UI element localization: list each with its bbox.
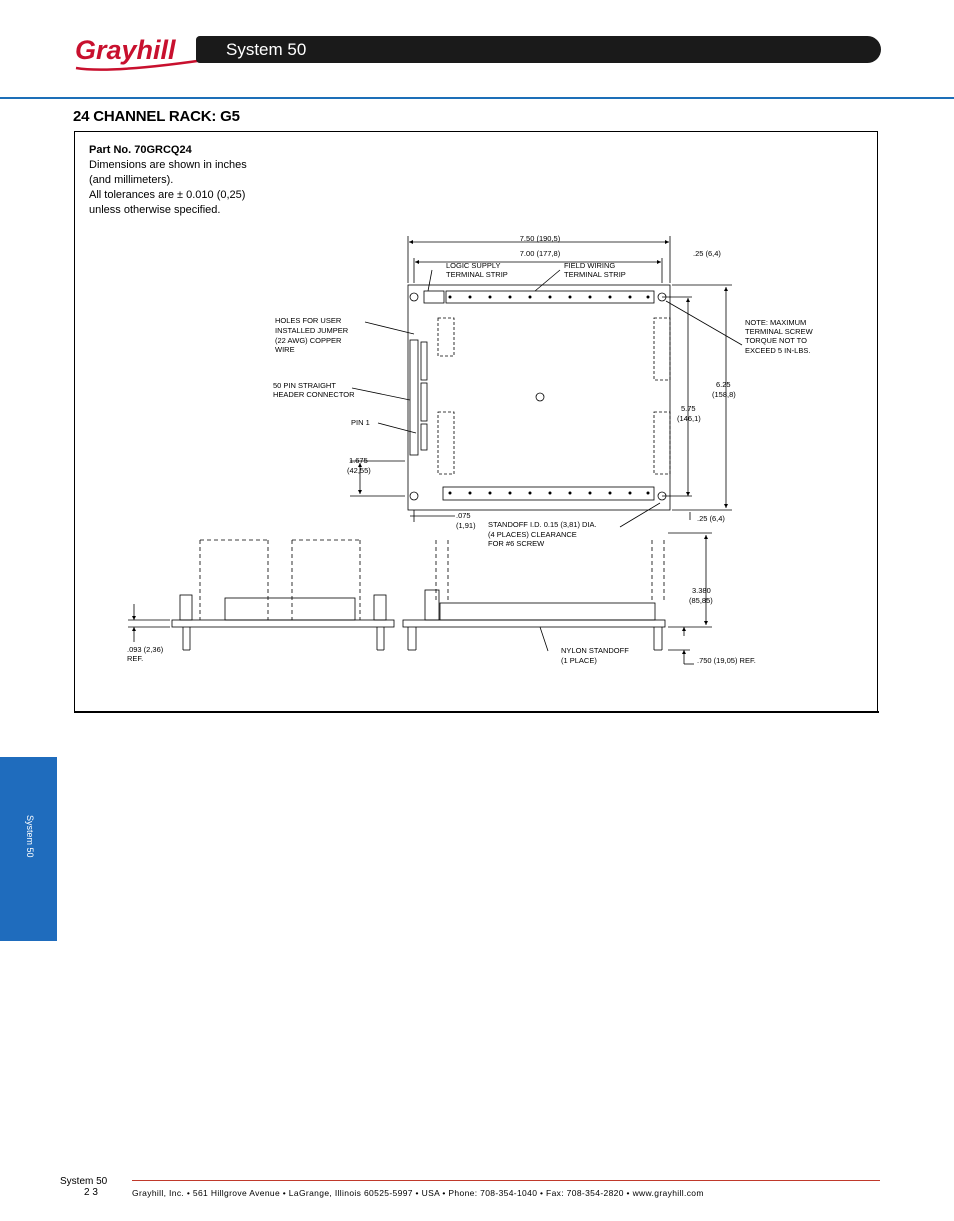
svg-text:.25 (6,4): .25 (6,4) [697, 514, 725, 523]
svg-text:PIN 1: PIN 1 [351, 418, 370, 427]
module-outline [438, 412, 454, 474]
center-hole [536, 393, 544, 401]
svg-text:TERMINAL STRIP: TERMINAL STRIP [564, 270, 626, 279]
svg-text:STANDOFF I.D. 0.15 (3,81) DIA.: STANDOFF I.D. 0.15 (3,81) DIA. [488, 520, 597, 529]
footer-system [60, 1176, 107, 1198]
svg-text:3.380: 3.380 [692, 586, 711, 595]
module-outline [654, 318, 670, 380]
svg-text:7.00 (177,8): 7.00 (177,8) [519, 249, 561, 258]
svg-text:NOTE: MAXIMUM: NOTE: MAXIMUM [745, 318, 807, 327]
svg-text:.093 (2,36): .093 (2,36) [127, 645, 164, 654]
footer-rule [132, 1180, 880, 1181]
board-side-left [172, 620, 394, 627]
svg-text:NYLON STANDOFF: NYLON STANDOFF [561, 646, 629, 655]
part-note-line: unless otherwise specified. [89, 204, 221, 216]
svg-text:(42,55): (42,55) [347, 466, 371, 475]
connector-side [225, 598, 355, 620]
svg-text:6.25: 6.25 [716, 380, 731, 389]
svg-text:1.675: 1.675 [349, 456, 368, 465]
svg-text:(1,91): (1,91) [456, 521, 476, 530]
module-outline [654, 412, 670, 474]
connector-segment [421, 342, 427, 380]
svg-text:5.75: 5.75 [681, 404, 696, 413]
svg-text:(22 AWG) COPPER: (22 AWG) COPPER [275, 336, 342, 345]
svg-text:50 PIN STRAIGHT: 50 PIN STRAIGHT [273, 381, 336, 390]
svg-text:INSTALLED JUMPER: INSTALLED JUMPER [275, 326, 349, 335]
header-connector [410, 340, 418, 455]
brand-wordmark: Grayhill [75, 35, 176, 65]
part-note-line: Dimensions are shown in inches [89, 159, 247, 171]
svg-text:(85,85): (85,85) [689, 596, 713, 605]
connector-segment [421, 383, 427, 421]
connector-segment [421, 424, 427, 450]
footer-page-number: 2 3 [84, 1187, 98, 1198]
mount-hole [410, 492, 418, 500]
part-note-line: (and millimeters). [89, 174, 174, 186]
terminal-strip-side [440, 603, 655, 620]
svg-text:REF.: REF. [127, 654, 144, 663]
board-outline [408, 285, 670, 510]
svg-text:(146,1): (146,1) [677, 414, 701, 423]
section-title: 24 CHANNEL RACK: G5 [73, 108, 240, 125]
svg-text:TORQUE NOT TO: TORQUE NOT TO [745, 336, 807, 345]
svg-text:WIRE: WIRE [275, 345, 295, 354]
field-terminal-strip-bottom [443, 487, 654, 500]
svg-text:FOR #6 SCREW: FOR #6 SCREW [488, 539, 545, 548]
svg-text:7.50 (190,5): 7.50 (190,5) [519, 234, 561, 243]
svg-text:HEADER CONNECTOR: HEADER CONNECTOR [273, 390, 355, 399]
part-note-line: All tolerances are ± 0.010 (0,25) [89, 189, 246, 201]
logic-terminal-strip [424, 291, 444, 303]
header-title: System 50 [226, 40, 307, 59]
svg-text:HOLES FOR USER: HOLES FOR USER [275, 316, 342, 325]
board-side-right [403, 620, 665, 627]
svg-text:(4 PLACES) CLEARANCE: (4 PLACES) CLEARANCE [488, 530, 577, 539]
svg-text:LOGIC SUPPLY: LOGIC SUPPLY [446, 261, 501, 270]
footer-system-label: System 50 [60, 1176, 108, 1187]
mount-hole [410, 293, 418, 301]
svg-text:FIELD WIRING: FIELD WIRING [564, 261, 616, 270]
svg-text:(1 PLACE): (1 PLACE) [561, 656, 597, 665]
svg-text:.25 (6,4): .25 (6,4) [693, 249, 721, 258]
module-outline [438, 318, 454, 356]
part-number: Part No. 70GRCQ24 [89, 144, 192, 156]
svg-text:(158,8): (158,8) [712, 390, 736, 399]
footer-address: Grayhill, Inc. • 561 Hillgrove Avenue • LaGrange, Illinois 60525-5997 • USA • Phone: 708-354-1040 • Fax: 708-354-2820 • www.grayhill.com [132, 1188, 704, 1198]
svg-text:.075: .075 [456, 511, 471, 520]
svg-text:TERMINAL STRIP: TERMINAL STRIP [446, 270, 508, 279]
svg-text:.750 (19,05) REF.: .750 (19,05) REF. [697, 656, 756, 665]
side-tab-label: System 50 [25, 815, 35, 858]
svg-text:TERMINAL SCREW: TERMINAL SCREW [745, 327, 813, 336]
svg-text:EXCEED 5 IN-LBS.: EXCEED 5 IN-LBS. [745, 346, 811, 355]
